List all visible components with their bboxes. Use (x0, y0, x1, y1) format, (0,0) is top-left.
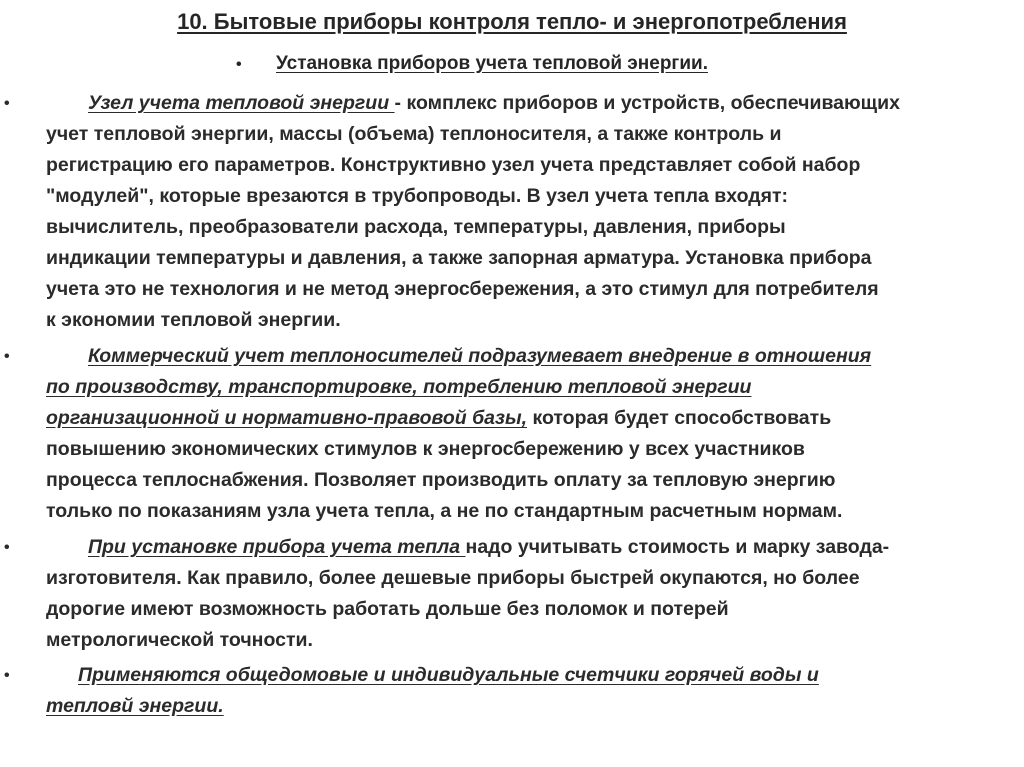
paragraph-line: к экономии тепловой энергии. (46, 309, 341, 331)
line-text: надо учитывать стоимость и марку завода- (465, 536, 890, 558)
bullet-icon: • (4, 667, 10, 684)
bullet-icon: • (4, 539, 10, 556)
paragraph-line: учет тепловой энергии, массы (объема) теплоносителя, а также контроль и (46, 123, 782, 145)
paragraph-line: только по показаниям узла учета тепла, а не по стандартным расчетным нормам. (46, 500, 843, 522)
bullet-icon: • (4, 348, 10, 365)
paragraph-line: индикации температуры и давления, а также запорная арматура. Установка прибора (46, 247, 872, 269)
paragraph-line: дорогие имеют возможность работать дольше без поломок и потерей (46, 598, 729, 620)
paragraph-body (46, 532, 1018, 656)
emphasis-term: тепловй энергии. (46, 695, 224, 717)
emphasis-term: Коммерческий учет теплоносителей подразумевает внедрение в отношения (88, 345, 872, 367)
emphasis-term: по производству, транспортировке, потреблению тепловой энергии (46, 376, 752, 398)
paragraph-line: метрологической точности. (46, 629, 313, 651)
paragraph-body (46, 88, 1018, 336)
subtitle-row (236, 52, 708, 77)
paragraph-line (46, 88, 1018, 119)
paragraph-line (46, 691, 1018, 722)
emphasis-term: Применяются общедомовые и индивидуальные счетчики горячей воды и (78, 664, 819, 686)
paragraph-line (46, 403, 1018, 434)
paragraph-line: "модулей", которые врезаются в трубопроводы. В узел учета тепла входят: (46, 185, 789, 207)
paragraph-body (46, 341, 1018, 527)
bullet-icon: • (236, 56, 242, 73)
slide-title: 10. Бытовые приборы контроля тепло- и энергопотребления (177, 9, 847, 34)
subtitle-text: Установка приборов учета тепловой энергии. (276, 53, 708, 74)
paragraph-line: изготовителя. Как правило, более дешевые приборы быстрей окупаются, но более (46, 567, 860, 589)
paragraph-line (46, 532, 1018, 563)
paragraph-line: повышению экономических стимулов к энергосбережению у всех участников (46, 438, 805, 460)
paragraph-line: регистрацию его параметров. Конструктивно узел учета представляет собой набор (46, 154, 861, 176)
paragraph-line: вычислитель, преобразователи расхода, температуры, давления, приборы (46, 216, 786, 238)
line-text: которая будет способствовать (527, 407, 832, 429)
emphasis-term: При установке прибора учета тепла (88, 536, 466, 558)
paragraph-line: учета это не технология и не метод энергосбережения, а это стимул для потребителя (46, 278, 879, 300)
line-text: - комплекс приборов и устройств, обеспечивающих (394, 92, 900, 114)
paragraph-line: процесса теплоснабжения. Позволяет производить оплату за тепловую энергию (46, 469, 836, 491)
paragraph-body (46, 660, 1018, 722)
paragraph-line (46, 341, 1018, 372)
emphasis-term: организационной и нормативно-правовой базы, (46, 407, 528, 429)
paragraph-line (46, 660, 1018, 691)
bullet-icon: • (4, 95, 10, 112)
paragraph-line (46, 372, 1018, 403)
emphasis-term: Узел учета тепловой энергии (88, 92, 395, 114)
